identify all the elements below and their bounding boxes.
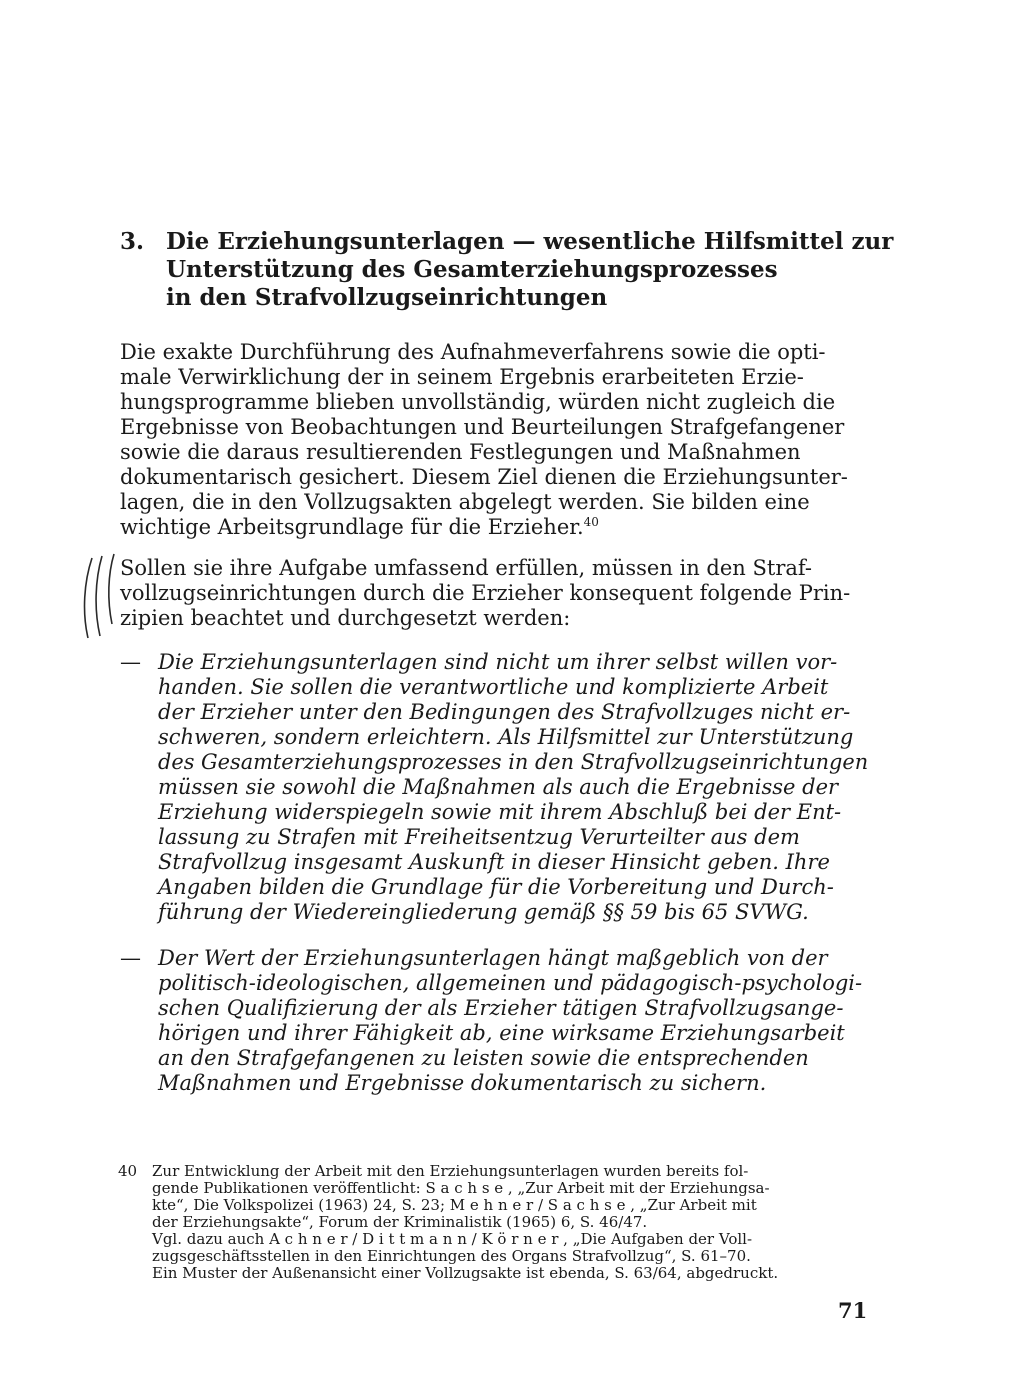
text-line: schweren, sondern erleichtern. Als Hilfsmittel zur Unterstützung <box>158 725 854 749</box>
section-number: 3. <box>120 228 145 255</box>
text-line: lagen, die in den Vollzugsakten abgelegt werden. Sie bilden eine <box>120 490 810 514</box>
footnote-line: gende Publikationen veröffentlicht: S a c h s e , „Zur Arbeit mit der Erziehungsa- <box>152 1179 770 1197</box>
text-line: vollzugseinrichtungen durch die Erzieher konsequent folgende Prin- <box>120 581 851 605</box>
footnote-line: der Erziehungsakte“, Forum der Kriminalistik (1965) 6, S. 46/47. <box>152 1213 648 1231</box>
text-line: Sollen sie ihre Aufgabe umfassend erfüllen, müssen in den Straf- <box>120 556 813 580</box>
paragraph-principles <box>120 556 865 631</box>
section-title-line: Die Erziehungsunterlagen — wesentliche Hilfsmittel zur <box>166 228 894 255</box>
footnote-line: kte“, Die Volkspolizei (1963) 24, S. 23; M e h n e r / S a c h s e , „Zur Arbeit mit <box>152 1196 757 1214</box>
text-line: des Gesamterziehungsprozesses in den Strafvollzugseinrichtungen <box>158 750 869 774</box>
text-line: führung der Wiedereingliederung gemäß §§ 59 bis 65 SVWG. <box>158 900 809 924</box>
dash-marker: — <box>120 946 141 970</box>
text-line: müssen sie sowohl die Maßnahmen als auch die Ergebnisse der <box>158 775 839 799</box>
text-line: hungsprogramme blieben unvollständig, würden nicht zugleich die <box>120 390 836 414</box>
footnote-line: Vgl. dazu auch A c h n e r / D i t t m a n n / K ö r n e r , „Die Aufgaben der Voll- <box>152 1230 753 1248</box>
section-title <box>166 228 893 312</box>
text-line: hörigen und ihrer Fähigkeit ab, eine wirksame Erziehungsarbeit <box>158 1021 845 1045</box>
text-line: der Erzieher unter den Bedingungen des Strafvollzuges nicht er- <box>158 700 851 724</box>
text-line: handen. Sie sollen die verantwortliche und komplizierte Arbeit <box>158 675 829 699</box>
text-line: schen Qualifizierung der als Erzieher tätigen Strafvollzugsange- <box>158 996 844 1020</box>
text-line-content: wichtige Arbeitsgrundlage für die Erzieher. <box>120 515 584 539</box>
text-line: Maßnahmen und Ergebnisse dokumentarisch zu sichern. <box>158 1071 767 1095</box>
footnote-text <box>152 1163 778 1282</box>
footnote-line: Ein Muster der Außenansicht einer Vollzugsakte ist ebenda, S. 63/64, abgedruckt. <box>152 1264 779 1282</box>
list-item-text <box>158 946 868 1096</box>
margin-pencil-marks <box>78 552 118 644</box>
text-line: male Verwirklichung der in seinem Ergebnis erarbeiteten Erzie- <box>120 365 804 389</box>
text-line: Die Erziehungsunterlagen sind nicht um ihrer selbst willen vor- <box>158 650 838 674</box>
text-line-last <box>120 515 865 540</box>
text-line: Ergebnisse von Beobachtungen und Beurteilungen Strafgefangener <box>120 415 845 439</box>
text-line: Angaben bilden die Grundlage für die Vorbereitung und Durch- <box>158 875 834 899</box>
footnote-number: 40 <box>118 1162 138 1180</box>
footnote-reference: 40 <box>583 515 599 529</box>
section-title-line: Unterstützung des Gesamterziehungsprozesses <box>166 256 778 283</box>
text-line: Die exakte Durchführung des Aufnahmeverfahrens sowie die opti- <box>120 340 826 364</box>
footnote-line: zugsgeschäftsstellen in den Einrichtungen des Organs Strafvollzug“, S. 61–70. <box>152 1247 751 1265</box>
dash-marker: — <box>120 650 141 674</box>
text-line: Erziehung widerspiegeln sowie mit ihrem Abschluß bei der Ent- <box>158 800 842 824</box>
paragraph-intro <box>120 340 865 540</box>
text-line: sowie die daraus resultierenden Festlegungen und Maßnahmen <box>120 440 801 464</box>
text-line: lassung zu Strafen mit Freiheitsentzug Verurteilter aus dem <box>158 825 800 849</box>
text-line: Der Wert der Erziehungsunterlagen hängt maßgeblich von der <box>158 946 828 970</box>
text-line: zipien beachtet und durchgesetzt werden: <box>120 606 571 630</box>
list-item-text <box>158 650 868 925</box>
text-line: politisch-ideologischen, allgemeinen und pädagogisch-psychologi- <box>158 971 863 995</box>
text-line: Strafvollzug insgesamt Auskunft in dieser Hinsicht geben. Ihre <box>158 850 830 874</box>
page-number: 71 <box>838 1298 868 1323</box>
section-title-line: in den Strafvollzugseinrichtungen <box>166 284 608 311</box>
text-line: dokumentarisch gesichert. Diesem Ziel dienen die Erziehungsunter- <box>120 465 848 489</box>
text-line: an den Strafgefangenen zu leisten sowie die entsprechenden <box>158 1046 809 1070</box>
footnote-line: Zur Entwicklung der Arbeit mit den Erziehungsunterlagen wurden bereits fol- <box>152 1162 749 1180</box>
